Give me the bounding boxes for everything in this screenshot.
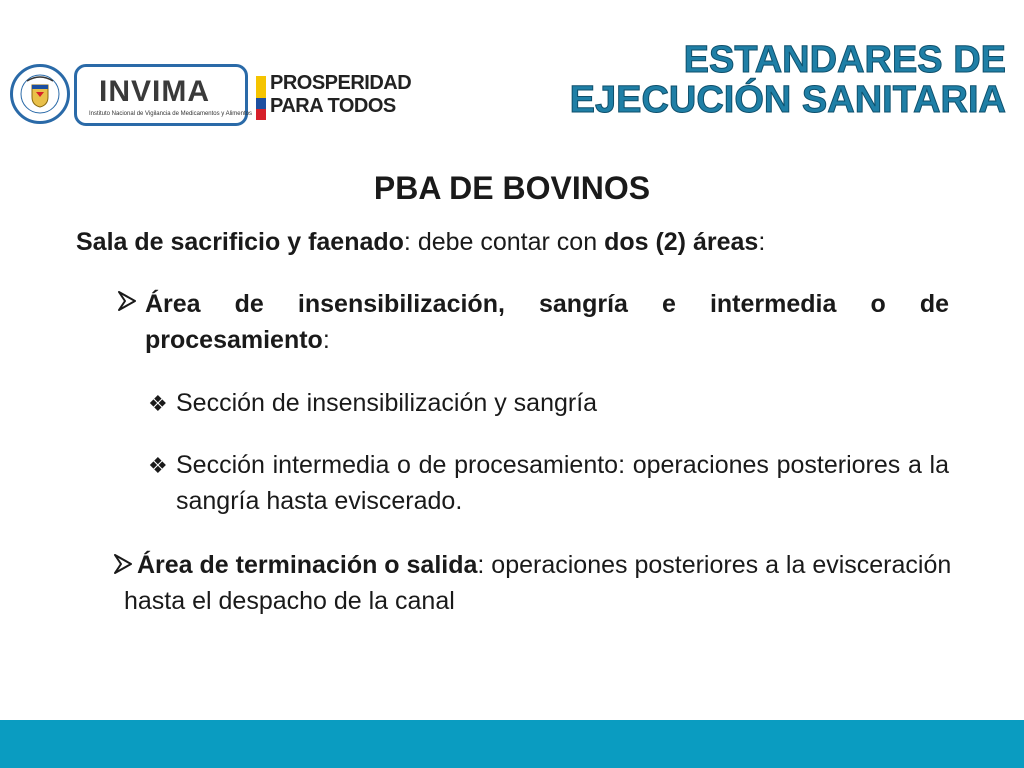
invima-logo-text: INVIMA xyxy=(99,75,210,108)
intro-text1: : debe contar con xyxy=(403,228,605,256)
prosperidad-logo-text xyxy=(270,72,411,118)
colombia-flag-icon xyxy=(256,76,266,120)
area1-text: : xyxy=(322,326,330,354)
colombia-seal-logo xyxy=(10,64,70,124)
prosperidad-line1: PROSPERIDAD xyxy=(270,72,412,94)
intro-bold1: Sala de sacrificio y faenado xyxy=(76,228,404,256)
intro-text2: : xyxy=(758,228,766,256)
diamond-bullet-icon: ❖ xyxy=(148,453,168,478)
intro-bold2: dos (2) áreas xyxy=(604,228,759,256)
slide-header xyxy=(0,0,1024,140)
prosperidad-logo xyxy=(256,72,436,124)
diamond-bullet-icon: ❖ xyxy=(148,391,168,416)
coat-of-arms-icon xyxy=(13,67,67,121)
section1-text: Sección de insensibilización y sangría xyxy=(176,389,598,417)
title-line2: EJECUCIÓN SANITARIA xyxy=(569,79,1006,121)
area1-paragraph xyxy=(145,286,949,358)
invima-logo xyxy=(74,64,252,126)
section-heading: PBA DE BOVINOS xyxy=(373,170,651,206)
section2-text: Sección intermedia o de procesamiento: operaciones posteriores a la sangría hasta eviscerado. xyxy=(176,451,949,515)
slide-title xyxy=(570,40,1006,120)
invima-logo-subtitle: Instituto Nacional de Vigilancia de Medicamentos y Alimentos xyxy=(89,111,252,117)
intro-paragraph xyxy=(76,224,956,260)
title-line1: ESTANDARES DE xyxy=(683,39,1006,81)
prosperidad-line2: PARA TODOS xyxy=(270,95,396,117)
area1-bold: Área de insensibilización, sangría e intermedia o de procesamiento xyxy=(145,290,949,354)
area2-text: : operaciones posteriores a la evisceración hasta el despacho de la canal xyxy=(124,551,952,615)
area2-paragraph xyxy=(124,547,954,619)
area2-bold: Área de terminación o salida xyxy=(137,551,478,579)
footer-band xyxy=(0,720,1024,768)
arrow-bullet-icon xyxy=(116,290,138,312)
